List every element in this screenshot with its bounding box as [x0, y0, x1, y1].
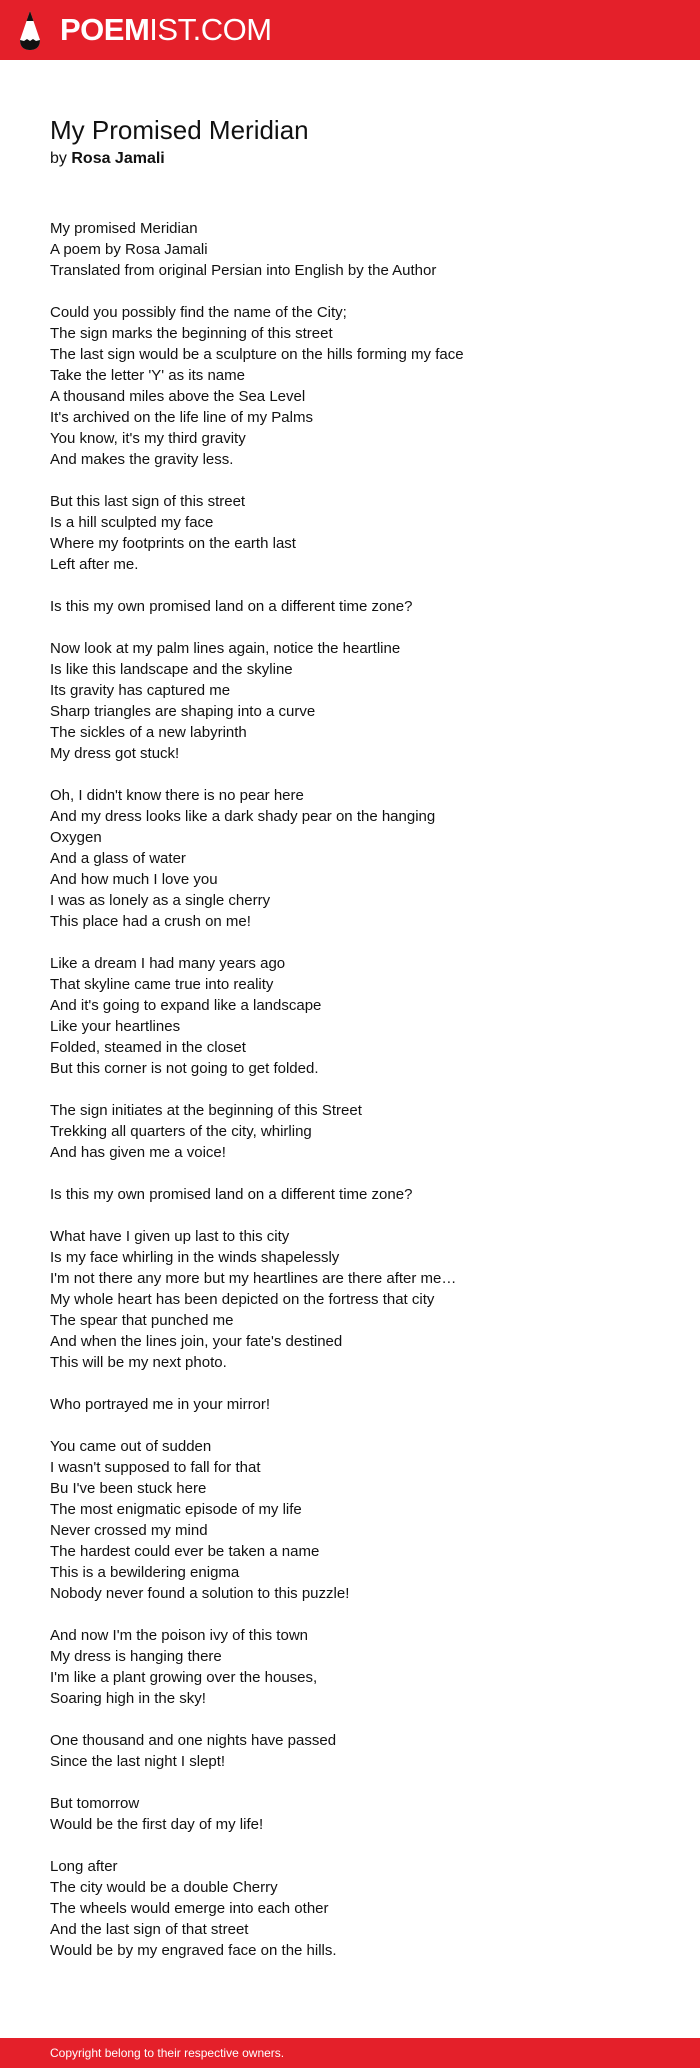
- poem-line: I wasn't supposed to fall for that: [50, 1459, 261, 1476]
- poem-line: Like your heartlines: [50, 1018, 181, 1035]
- poem-line: Translated from original Persian into English by the Author: [50, 262, 437, 279]
- poem-line: Would be the first day of my life!: [50, 1816, 264, 1833]
- poem-title: My Promised Meridian: [50, 115, 309, 145]
- poem-line: My dress got stuck!: [50, 745, 180, 762]
- poem-stanza: [50, 1184, 670, 1205]
- poem-line: And the last sign of that street: [50, 1921, 249, 1938]
- poem-line: Folded, steamed in the closet: [50, 1039, 246, 1056]
- poem-line: The city would be a double Cherry: [50, 1879, 278, 1896]
- poem-stanza: [50, 1793, 670, 1835]
- poem-line: A thousand miles above the Sea Level: [50, 388, 306, 405]
- poem-line: One thousand and one nights have passed: [50, 1732, 337, 1749]
- poem-line: And has given me a voice!: [50, 1144, 226, 1161]
- poem-line: Where my footprints on the earth last: [50, 535, 296, 552]
- poem-line: It's archived on the life line of my Palms: [50, 409, 313, 426]
- poem-stanza: [50, 1100, 670, 1163]
- poem-line: This is a bewildering enigma: [50, 1564, 240, 1581]
- poem-body: [50, 218, 670, 1982]
- poem-line: The sign initiates at the beginning of this Street: [50, 1102, 362, 1119]
- poem-stanza: [50, 1394, 670, 1415]
- poem-line: The sign marks the beginning of this street: [50, 325, 333, 342]
- poem-stanza: [50, 638, 670, 764]
- site-footer: [0, 2038, 700, 2068]
- logo-light-text: IST.COM: [149, 12, 272, 47]
- poem-line: Left after me.: [50, 556, 139, 573]
- poem-line: Since the last night I slept!: [50, 1753, 226, 1770]
- poem-line: And makes the gravity less.: [50, 451, 234, 468]
- by-label: by: [50, 150, 67, 167]
- site-logo[interactable]: [60, 11, 272, 49]
- poem-stanza: [50, 218, 670, 281]
- poem-line: But this last sign of this street: [50, 493, 246, 510]
- poem-stanza: [50, 302, 670, 470]
- poem-line: And how much I love you: [50, 871, 218, 888]
- pencil-tip-icon: [18, 10, 42, 52]
- poem-line: And now I'm the poison ivy of this town: [50, 1627, 308, 1644]
- poem-line: I was as lonely as a single cherry: [50, 892, 271, 909]
- poem-line: Would be by my engraved face on the hills.: [50, 1942, 337, 1959]
- poem-stanza: [50, 1436, 670, 1604]
- poem-line: Who portrayed me in your mirror!: [50, 1396, 271, 1413]
- poem-line: Is this my own promised land on a different time zone?: [50, 598, 413, 615]
- poem-line: Is like this landscape and the skyline: [50, 661, 293, 678]
- poem-line: But tomorrow: [50, 1795, 140, 1812]
- poem-stanza: [50, 1625, 670, 1709]
- poem-line: Its gravity has captured me: [50, 682, 231, 699]
- poem-stanza: [50, 491, 670, 575]
- poem-line: Could you possibly find the name of the City;: [50, 304, 347, 321]
- poem-line: Is this my own promised land on a different time zone?: [50, 1186, 413, 1203]
- poem-line: My promised Meridian: [50, 220, 198, 237]
- poem-line: And it's going to expand like a landscape: [50, 997, 322, 1014]
- poem-line: Never crossed my mind: [50, 1522, 208, 1539]
- poem-line: Like a dream I had many years ago: [50, 955, 286, 972]
- poem-line: Now look at my palm lines again, notice the heartline: [50, 640, 401, 657]
- poem-line: Sharp triangles are shaping into a curve: [50, 703, 316, 720]
- poem-line: The spear that punched me: [50, 1312, 234, 1329]
- poem-line: And my dress looks like a dark shady pear on the hanging: [50, 808, 436, 825]
- poem-line: I'm not there any more but my heartlines are there after me…: [50, 1270, 457, 1287]
- logo-bold-text: POEM: [60, 12, 150, 47]
- poem-line: The most enigmatic episode of my life: [50, 1501, 302, 1518]
- poem-line: Is my face whirling in the winds shapelessly: [50, 1249, 340, 1266]
- poem-stanza: [50, 596, 670, 617]
- poem-line: This will be my next photo.: [50, 1354, 227, 1371]
- poem-stanza: [50, 953, 670, 1079]
- poem-line: And a glass of water: [50, 850, 186, 867]
- poem-stanza: [50, 1226, 670, 1373]
- poem-line: Oxygen: [50, 829, 102, 846]
- poem-line: The sickles of a new labyrinth: [50, 724, 247, 741]
- poem-line: What have I given up last to this city: [50, 1228, 290, 1245]
- byline: [50, 148, 165, 170]
- poem-line: I'm like a plant growing over the houses,: [50, 1669, 318, 1686]
- poem-line: My dress is hanging there: [50, 1648, 222, 1665]
- poem-line: This place had a crush on me!: [50, 913, 251, 930]
- author-name: Rosa Jamali: [71, 150, 165, 167]
- poem-line: The last sign would be a sculpture on the hills forming my face: [50, 346, 464, 363]
- poem-line: Nobody never found a solution to this puzzle!: [50, 1585, 350, 1602]
- poem-stanza: [50, 1730, 670, 1772]
- poem-line: Trekking all quarters of the city, whirling: [50, 1123, 312, 1140]
- poem-line: And when the lines join, your fate's destined: [50, 1333, 343, 1350]
- poem-line: My whole heart has been depicted on the fortress that city: [50, 1291, 435, 1308]
- copyright-text: Copyright belong to their respective owners.: [50, 2046, 285, 2060]
- poem-line: But this corner is not going to get folded.: [50, 1060, 319, 1077]
- poem-line: A poem by Rosa Jamali: [50, 241, 208, 258]
- poem-line: Long after: [50, 1858, 118, 1875]
- poem-stanza: [50, 1856, 670, 1961]
- poem-line: Oh, I didn't know there is no pear here: [50, 787, 304, 804]
- poem-line: The wheels would emerge into each other: [50, 1900, 329, 1917]
- poem-line: You came out of sudden: [50, 1438, 212, 1455]
- poem-line: The hardest could ever be taken a name: [50, 1543, 320, 1560]
- site-header: [0, 0, 700, 60]
- poem-line: Bu I've been stuck here: [50, 1480, 207, 1497]
- poem-line: You know, it's my third gravity: [50, 430, 246, 447]
- poem-line: That skyline came true into reality: [50, 976, 274, 993]
- poem-stanza: [50, 785, 670, 932]
- poem-line: Is a hill sculpted my face: [50, 514, 214, 531]
- poem-line: Take the letter 'Y' as its name: [50, 367, 245, 384]
- poem-line: Soaring high in the sky!: [50, 1690, 206, 1707]
